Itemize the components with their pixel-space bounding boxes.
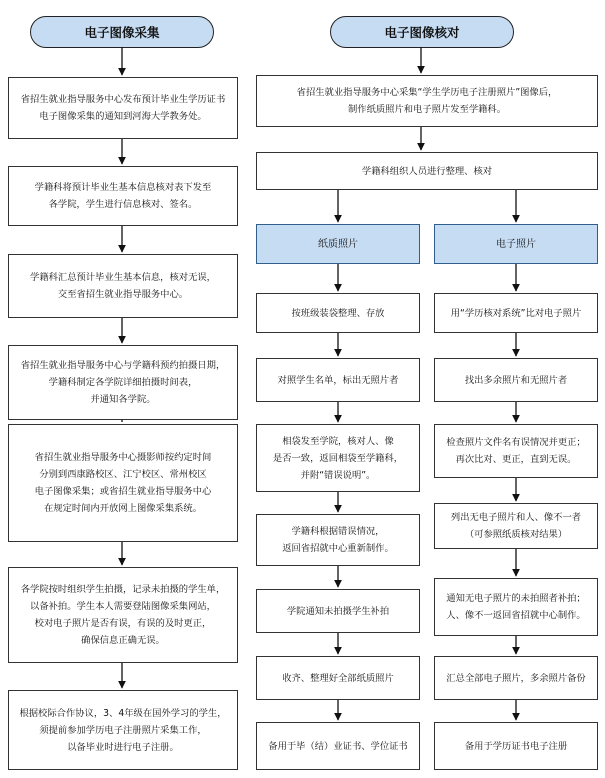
left-header: 电子图像采集 xyxy=(30,16,214,48)
left-step-4-line-2: 学籍科制定各学院详细拍摄时间表， xyxy=(48,377,198,388)
paper-step-3-line-3: 并附“错误说明”。 xyxy=(300,469,376,481)
left-step-7-line-1: 根据校际合作协议，3、4年级在国外学习的学生， xyxy=(19,707,227,719)
paper-step-6-line-1: 收齐、整理好全部纸质照片 xyxy=(282,672,394,684)
electronic-step-2-line-1: 找出多余照片和无照片者 xyxy=(464,374,568,386)
right-top-step-1-line-1: 省招生就业指导服务中心采集“学生学历电子注册照片”图像后， xyxy=(296,87,558,98)
paper-step-3-line-1: 相袋发至学院，核对人、像 xyxy=(282,435,394,447)
electronic-step-5-line-1: 通知无电子照片的未拍照者补拍； xyxy=(446,593,586,604)
electronic-step-4-line-1: 列出无电子照片和人、像不一者 xyxy=(450,512,582,523)
left-step-6-line-1: 各学院按时组织学生拍摄，记录未拍摄的学生单， xyxy=(20,584,226,595)
right-header: 电子图像核对 xyxy=(330,16,514,48)
paper-step-5-line-1: 学院通知未拍摄学生补拍 xyxy=(286,605,390,617)
electronic-step-6-line-1: 汇总全部电子照片，多余照片备份 xyxy=(446,672,586,684)
left-step-6-line-2: 以备补拍。学生本人需要登陆图像采集网站， xyxy=(30,601,216,612)
electronic-step-1-line-1: 用“学历核对系统”比对电子照片 xyxy=(450,307,582,319)
left-step-2-line-1: 学籍科将预计毕业生基本信息核对表下发至 xyxy=(34,182,212,193)
electronic-step-7-line-1: 备用于学历证书电子注册 xyxy=(464,740,568,752)
electronic-step-3-line-1: 检查照片文件名有误情况并更正； xyxy=(446,437,586,448)
right-top-step-1-line-2: 制作纸质照片和电子照片发至学籍科。 xyxy=(347,104,507,115)
electronic-step-3-line-2: 再次比对、更正，直到无误。 xyxy=(455,454,577,465)
electronic-branch-header-label: 电子照片 xyxy=(496,238,536,250)
left-step-3-line-1: 学籍科汇总预计毕业生基本信息，核对无误， xyxy=(30,272,216,283)
electronic-step-5-line-2: 人、像不一返回省招就中心制作。 xyxy=(446,610,586,621)
paper-step-7-line-1: 备用于毕（结）业证书、学位证书 xyxy=(268,740,408,752)
paper-step-1-line-1: 按班级装袋整理、存放 xyxy=(291,307,385,319)
left-step-6-line-4: 确保信息正确无误。 xyxy=(81,635,165,646)
right-top-step-2-line-1: 学籍科组织人员进行整理、核对 xyxy=(361,165,493,177)
paper-step-3-line-2: 是否一致，返回相袋至学籍科， xyxy=(272,452,404,464)
left-step-7-line-2: 须提前参加学历电子注册照片采集工作， xyxy=(39,724,207,736)
paper-branch-header-label: 纸质照片 xyxy=(318,238,358,250)
left-step-5-line-4: 在规定时间内开放网上图像采集系统。 xyxy=(43,503,203,514)
left-step-1-line-2: 电子图像采集的通知到河海大学教务处。 xyxy=(39,111,207,122)
left-step-1-line-1: 省招生就业指导服务中心发布预计毕业生学历证书 xyxy=(20,94,226,105)
left-step-2-line-2: 各学院，学生进行信息核对、签名。 xyxy=(48,199,198,210)
left-step-7-line-3: 以备毕业时进行电子注册。 xyxy=(67,741,179,753)
paper-step-2-line-1: 对照学生名单，标出无照片者 xyxy=(277,374,399,386)
left-step-4-line-3: 并通知各学院。 xyxy=(90,394,156,405)
left-step-5-line-2: 分别到西康路校区、江宁校区、常州校区 xyxy=(39,469,207,480)
left-step-4-line-1: 省招生就业指导服务中心与学籍科预约拍摄日期， xyxy=(20,360,226,371)
paper-step-4-line-1: 学籍科根据错误情况， xyxy=(291,526,385,537)
left-step-5-line-3: 电子图像采集；或省招生就业指导服务中心 xyxy=(34,486,212,497)
left-step-3-line-2: 交至省招生就业指导服务中心。 xyxy=(57,289,189,300)
left-step-6-line-3: 校对电子照片是否有误，有误的及时更正， xyxy=(34,618,212,629)
paper-step-4-line-2: 返回省招就中心重新制作。 xyxy=(282,543,394,554)
left-step-5-line-1: 省招生就业指导服务中心摄影师按约定时间 xyxy=(34,452,212,463)
electronic-step-4-line-2: （可参照纸质核对结果） xyxy=(464,529,568,540)
